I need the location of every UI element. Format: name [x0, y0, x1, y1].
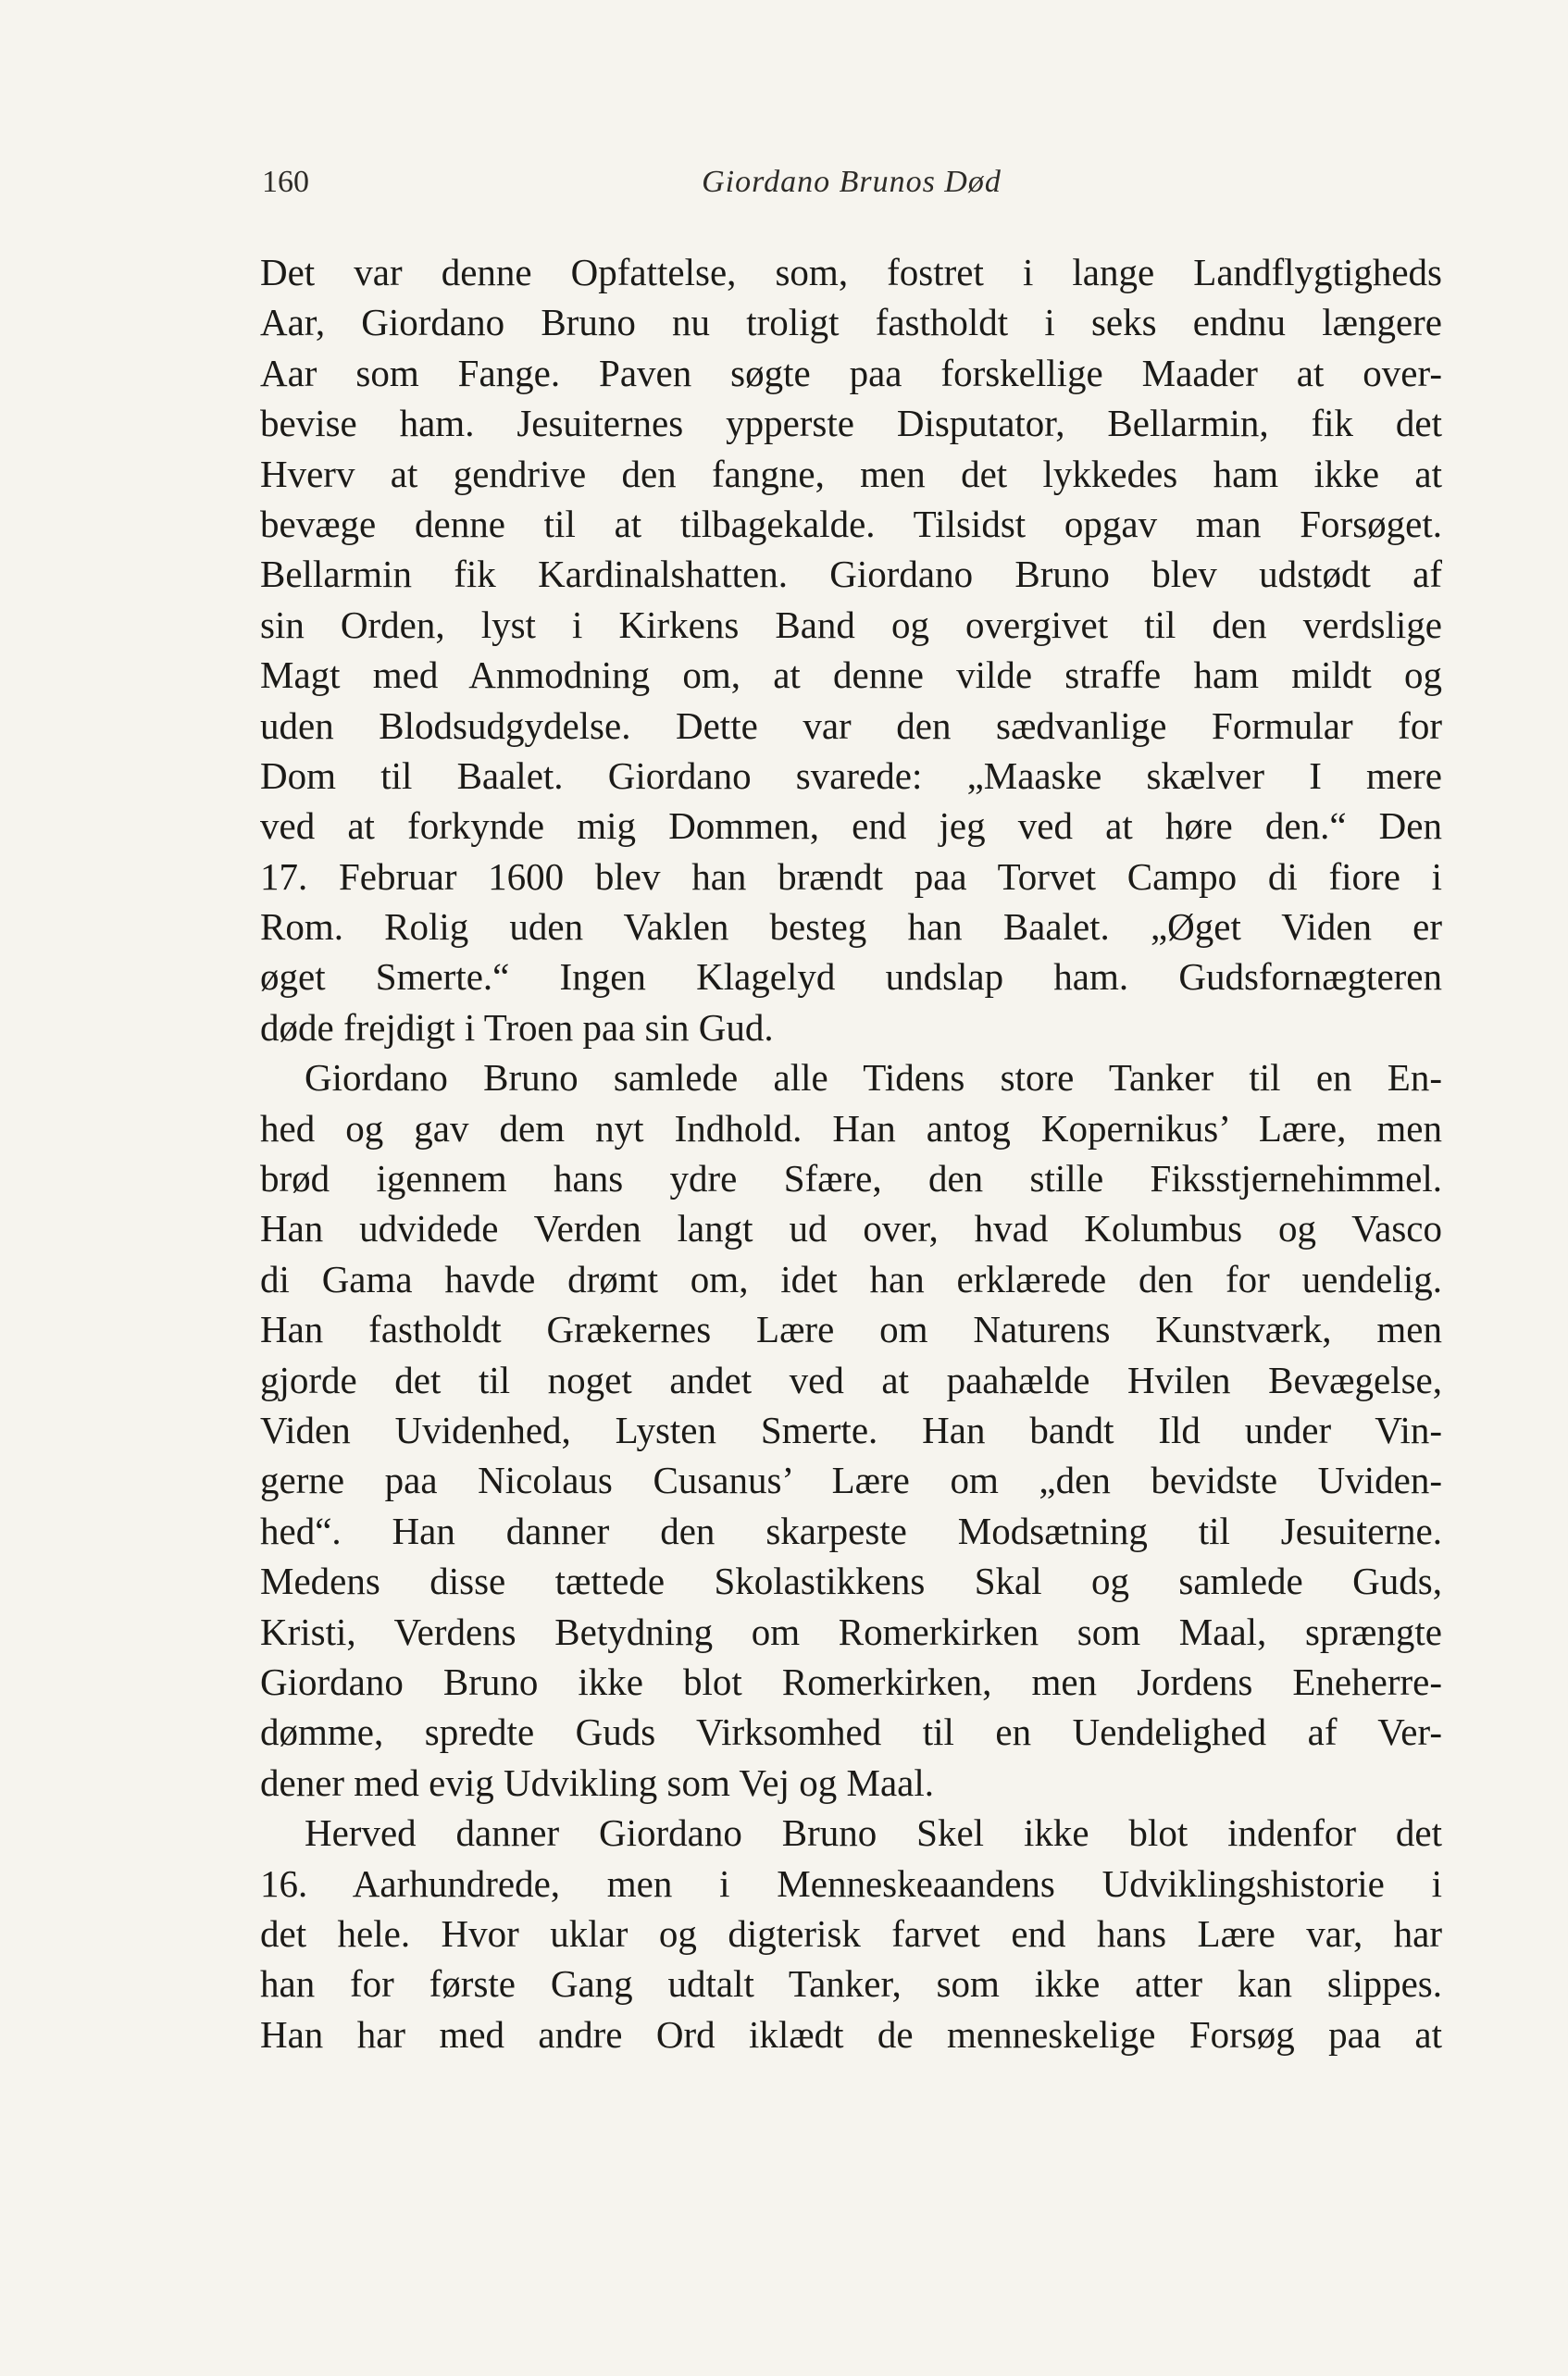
body-text	[260, 247, 1442, 2059]
running-head	[262, 159, 1442, 205]
text-line: bevæge denne til at tilbagekalde. Tilsidst opgav man Forsøget.	[260, 502, 1442, 545]
paragraph-start-line: Herved danner Giordano Bruno Skel ikke blot indenfor det	[305, 1811, 1442, 1855]
text-line: det hele. Hvor uklar og digterisk farvet end hans Lære var, har	[260, 1911, 1442, 1955]
paragraph-start-line: Giordano Bruno samlede alle Tidens store Tanker til en En-	[305, 1056, 1442, 1100]
text-line: Han fastholdt Grækernes Lære om Naturens Kunstværk, men	[260, 1308, 1442, 1351]
text-line: Det var denne Opfattelse, som, fostret i lange Landflygtigheds	[260, 251, 1442, 293]
text-line: uden Blodsudgydelse. Dette var den sædvanlige Formular for	[260, 703, 1442, 747]
text-line: Giordano Bruno ikke blot Romerkirken, men Jordens Eneherre-	[260, 1660, 1442, 1703]
text-line: hed“. Han danner den skarpeste Modsætning til Jesuiterne.	[260, 1509, 1442, 1552]
text-line: dømme, spredte Guds Virksomhed til en Uendelighed af Ver-	[260, 1710, 1442, 1754]
text-line: hed og gav dem nyt Indhold. Han antog Kopernikus’ Lære, men	[260, 1106, 1442, 1150]
text-line: Aar, Giordano Bruno nu troligt fastholdt i seks endnu længere	[260, 301, 1442, 344]
text-line: han for første Gang udtalt Tanker, som ikke atter kan slippes.	[260, 1962, 1442, 2006]
text-line: brød igennem hans ydre Sfære, den stille Fiksstjernehimmel.	[260, 1157, 1442, 1200]
paragraph-end-line: døde frejdigt i Troen paa sin Gud.	[260, 1005, 774, 1049]
text-line: gerne paa Nicolaus Cusanus’ Lære om „den bevidste Uviden-	[260, 1459, 1442, 1502]
text-line: Dom til Baalet. Giordano svarede: „Maaske skælver I mere	[260, 753, 1442, 797]
text-line: Hverv at gendrive den fangne, men det lykkedes ham ikke at	[260, 452, 1442, 495]
text-line: Han udvidede Verden langt ud over, hvad Kolumbus og Vasco	[260, 1207, 1442, 1250]
text-line: sin Orden, lyst i Kirkens Band og overgivet til den verdslige	[260, 603, 1442, 646]
text-line: bevise ham. Jesuiternes ypperste Disputator, Bellarmin, fik det	[260, 402, 1442, 445]
text-line: Medens disse tættede Skolastikkens Skal og samlede Guds,	[260, 1560, 1442, 1603]
text-line: Aar som Fange. Paven søgte paa forskellige Maader at over-	[260, 351, 1442, 394]
text-line: gjorde det til noget andet ved at paahælde Hvilen Bevægelse,	[260, 1358, 1442, 1401]
text-line: Rom. Rolig uden Vaklen besteg han Baalet. „Øget Viden er	[260, 905, 1442, 949]
page-number: 160	[262, 165, 309, 199]
text-line: 17. Februar 1600 blev han brændt paa Torvet Campo di fiore i	[260, 854, 1442, 898]
text-line: Magt med Anmodning om, at denne vilde straffe ham mildt og	[260, 653, 1442, 697]
text-line: Han har med andre Ord iklædt de menneskelige Forsøg paa at	[260, 2012, 1442, 2056]
text-line: 16. Aarhundrede, men i Menneskeaandens Udviklingshistorie i	[260, 1861, 1442, 1905]
text-line: Viden Uvidenhed, Lysten Smerte. Han bandt Ild under Vin-	[260, 1408, 1442, 1451]
text-line: øget Smerte.“ Ingen Klagelyd undslap ham. Gudsfornægteren	[260, 955, 1442, 999]
text-line: ved at forkynde mig Dommen, end jeg ved at høre den.“ Den	[260, 804, 1442, 848]
text-line: di Gama havde drømt om, idet han erklærede den for uendelig.	[260, 1257, 1442, 1300]
running-title: Giordano Brunos Død	[702, 165, 1002, 199]
text-line: Bellarmin fik Kardinalshatten. Giordano Bruno blev udstødt af	[260, 553, 1442, 596]
text-line: Kristi, Verdens Betydning om Romerkirken som Maal, sprængte	[260, 1610, 1442, 1653]
paragraph-end-line: dener med evig Udvikling som Vej og Maal.	[260, 1760, 935, 1804]
